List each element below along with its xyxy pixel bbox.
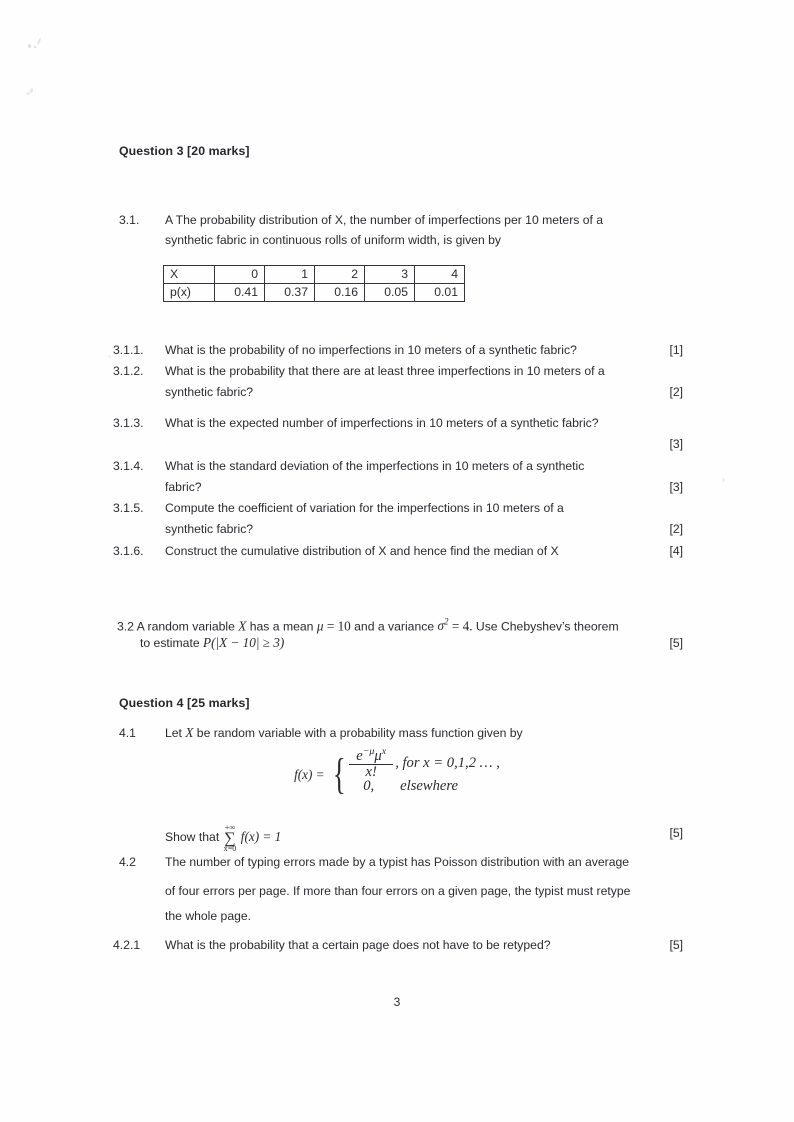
item-3-1-1-text: What is the probability of no imperfections in 10 meters of a synthetic fabric?	[165, 343, 577, 357]
item-3-2-text-a: A random variable	[136, 619, 235, 634]
formula-case-1	[349, 745, 500, 780]
item-3-2-number: 3.2	[117, 619, 134, 634]
item-3-2-marks: [5]	[669, 636, 683, 650]
item-3-1-5-marks: [2]	[669, 522, 683, 536]
item-4-1-text-b: be random variable with a probability mass function given by	[196, 726, 523, 740]
item-4-2-1-number: 4.2.1	[113, 938, 141, 952]
x-value-cell: 3	[365, 266, 415, 284]
item-3-1-number: 3.1.	[119, 213, 140, 227]
item-3-1-1-number: 3.1.1.	[113, 343, 144, 357]
random-variable-symbol: X	[238, 618, 247, 634]
row-label-px: p(x)	[164, 284, 215, 302]
show-that-line	[165, 823, 645, 852]
item-3-1-5-number: 3.1.5.	[113, 501, 144, 515]
item-3-1-5-line2: synthetic fabric?	[165, 522, 254, 536]
sigma-symbol: $\sigma^2$	[437, 617, 449, 634]
mean-value: = 10	[326, 618, 351, 634]
item-4-1-number: 4.1	[119, 726, 136, 740]
sigma-glyph: ∑	[224, 830, 236, 848]
scan-speck	[33, 46, 37, 48]
item-4-2-line2: of four errors per page. If more than four errors on a given page, the typist must retype	[165, 884, 631, 898]
item-4-1-text	[165, 723, 685, 744]
scan-speck	[722, 478, 725, 482]
scan-speck	[108, 355, 111, 358]
show-that-label: Show that	[165, 829, 220, 844]
probability-distribution-table	[163, 265, 465, 302]
show-that-expression: f(x) = 1	[240, 828, 282, 844]
case-1-condition: , for x = 0,1,2 … ,	[395, 755, 500, 771]
x-value-cell: 0	[215, 266, 265, 284]
item-3-2-line2	[140, 633, 620, 654]
item-3-2-text-e: to estimate	[140, 636, 200, 650]
item-3-1-6-number: 3.1.6.	[113, 544, 144, 558]
scan-speck	[28, 44, 31, 48]
item-3-1-3-number: 3.1.3.	[113, 416, 144, 430]
item-3-1-4-number: 3.1.4.	[113, 459, 144, 473]
item-3-2-text-c: and a variance	[354, 619, 435, 634]
item-3-1-4-marks: [3]	[669, 480, 683, 494]
px-value-cell: 0.05	[365, 284, 415, 302]
item-4-2-number: 4.2	[119, 855, 136, 869]
px-value-cell: 0.37	[265, 284, 315, 302]
page-number: 3	[393, 995, 401, 1009]
question-3-heading: Question 3 [20 marks]	[119, 144, 250, 158]
item-3-1-4-line1: What is the standard deviation of the imperfections in 10 meters of a synthetic	[165, 459, 585, 473]
case-2-value: 0,	[363, 778, 375, 794]
item-3-2-text-d: Use Chebyshev’s theorem	[475, 619, 619, 634]
formula-case-2	[349, 775, 500, 798]
summation-symbol	[224, 824, 237, 853]
fraction-numerator: $e^{-\mu}\mu^x$	[356, 745, 387, 764]
sum-upper-limit: +∞	[224, 823, 236, 832]
item-3-2-text-b: has a mean	[249, 619, 314, 634]
x-value-cell: 2	[315, 266, 365, 284]
probability-expression: P(|X − 10| ≥ 3)	[203, 635, 285, 650]
item-3-1-6-marks: [4]	[669, 544, 683, 558]
pmf-formula	[0, 745, 794, 798]
variance-value: = 4.	[451, 618, 473, 634]
formula-lhs: f(x) =	[294, 767, 325, 782]
x-value-cell: 4	[415, 266, 465, 284]
item-3-1-3-text: What is the expected number of imperfections in 10 meters of a synthetic fabric?	[165, 416, 599, 430]
item-4-2-1-text: What is the probability that a certain page does not have to be retyped?	[165, 938, 551, 952]
mu-symbol: μ	[316, 618, 324, 634]
table-row-px	[164, 284, 465, 302]
random-variable-symbol: X	[185, 725, 194, 740]
item-3-1-line2: synthetic fabric in continuous rolls of uniform width, is given by	[165, 233, 501, 247]
px-value-cell: 0.41	[215, 284, 265, 302]
scan-speck	[26, 92, 30, 95]
item-4-1-text-a: Let	[165, 726, 182, 740]
item-4-2-1-marks: [5]	[669, 938, 683, 952]
case-2-condition: elsewhere	[400, 778, 458, 794]
item-4-2-line1: The number of typing errors made by a typist has Poisson distribution with an average	[165, 855, 630, 869]
x-value-cell: 1	[265, 266, 315, 284]
left-brace: {	[332, 751, 346, 798]
px-value-cell: 0.01	[415, 284, 465, 302]
item-3-1-2-line1: What is the probability that there are at least three imperfections in 10 meters of a	[165, 364, 605, 378]
scan-speck	[37, 38, 42, 45]
sum-lower-limit: x=0	[223, 844, 237, 854]
item-3-1-line1: A The probability distribution of X, the number of imperfections per 10 meters of a	[165, 213, 604, 227]
item-3-1-2-line2: synthetic fabric?	[165, 385, 254, 399]
item-3-1-1-marks: [1]	[669, 343, 683, 357]
question-4-heading: Question 4 [25 marks]	[119, 696, 250, 710]
item-3-1-2-marks: [2]	[669, 385, 683, 399]
formula-cases	[349, 745, 500, 798]
item-3-1-5-line1: Compute the coefficient of variation for the imperfections in 10 meters of a	[165, 501, 564, 515]
item-3-1-4-line2: fabric?	[165, 480, 202, 494]
px-value-cell: 0.16	[315, 284, 365, 302]
item-3-1-3-marks: [3]	[669, 437, 683, 451]
item-3-1-2-number: 3.1.2.	[113, 364, 144, 378]
item-3-1-6-text: Construct the cumulative distribution of X and hence find the median of X	[165, 544, 559, 558]
row-label-x: X	[164, 266, 215, 284]
fraction-denominator: x!	[365, 763, 377, 780]
table-row-x	[164, 266, 465, 284]
item-4-2-line3: the whole page.	[165, 909, 252, 923]
show-that-marks: [5]	[669, 826, 683, 840]
